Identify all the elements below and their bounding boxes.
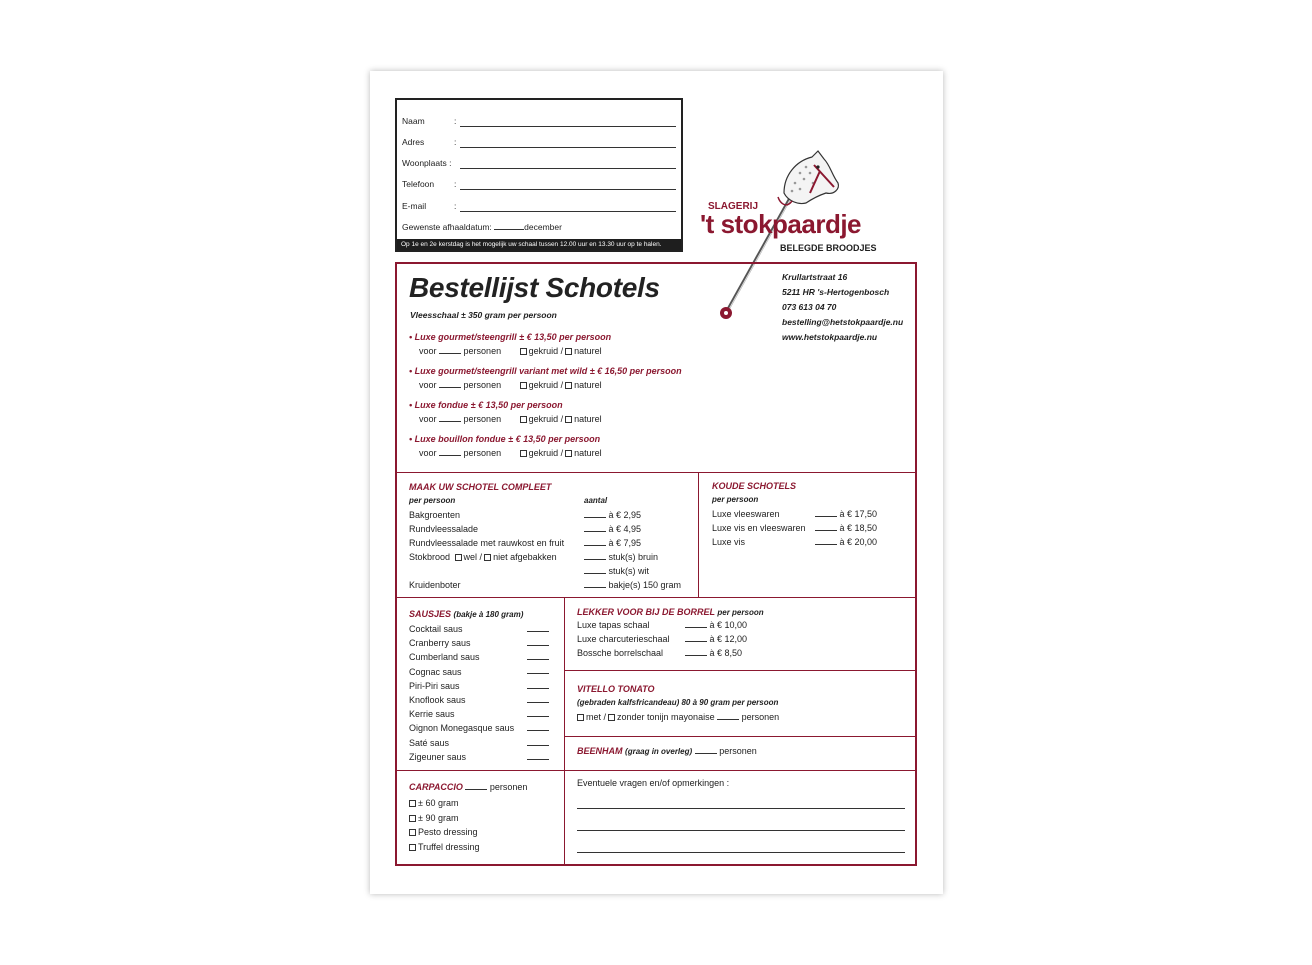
contact-address: Krullartstraat 16 (782, 272, 848, 282)
vitello-title: VITELLO TONATO (577, 684, 655, 694)
maak-col-per-persoon: per persoon (409, 496, 456, 505)
saus-item: Knoflook saus (409, 695, 466, 706)
checkbox[interactable] (455, 554, 462, 561)
borrel-item-name: Luxe tapas schaal (577, 620, 650, 630)
sausjes-title: SAUSJES (bakje à 180 gram) (409, 609, 524, 619)
divider (397, 472, 915, 473)
borrel-item-name: Luxe charcuterieschaal (577, 634, 670, 644)
saus-item: Cumberland saus (409, 652, 480, 663)
koude-title: KOUDE SCHOTELS (712, 481, 797, 491)
koude-sub: per persoon (712, 495, 759, 504)
saus-qty-field[interactable] (527, 659, 549, 660)
checkbox[interactable] (565, 416, 572, 423)
checkbox[interactable] (608, 714, 615, 721)
saus-qty-field[interactable] (527, 631, 549, 632)
remarks-label: Eventuele vragen en/of opmerkingen : (577, 778, 730, 788)
contact-city: 5211 HR 's-Hertogenbosch (782, 287, 890, 297)
city-field[interactable] (402, 158, 682, 170)
checkbox[interactable] (565, 382, 572, 389)
checkbox[interactable] (565, 450, 572, 457)
saus-item: Saté saus (409, 737, 450, 748)
saus-qty-field[interactable] (527, 673, 549, 674)
checkbox[interactable] (577, 714, 584, 721)
koude-item-qty[interactable]: à € 18,50 (815, 523, 877, 533)
name-field[interactable]: Naam : (402, 116, 682, 128)
sausjes-list (409, 622, 514, 764)
email-field[interactable]: E-mail : (402, 201, 682, 213)
name-label: Naam (402, 116, 425, 126)
order-form-sheet (370, 71, 943, 894)
borrel-item-qty[interactable]: à € 10,00 (685, 620, 747, 630)
saus-qty-field[interactable] (527, 730, 549, 731)
divider (698, 472, 699, 597)
pickup-month: december (524, 222, 562, 232)
contact-website[interactable]: www.hetstokpaardje.nu (782, 332, 878, 342)
borrel-title: LEKKER VOOR BIJ DE BORREL per persoon (577, 607, 764, 617)
saus-qty-field[interactable] (527, 745, 549, 746)
borrel-item-qty[interactable]: à € 12,00 (685, 634, 747, 644)
koude-item-name: Luxe vis en vleeswaren (712, 523, 806, 533)
saus-item: Kerrie saus (409, 709, 455, 720)
carpaccio-option[interactable]: Pesto dressing (409, 825, 480, 840)
divider (564, 736, 915, 737)
saus-qty-field[interactable] (527, 702, 549, 703)
schotel-item: • Luxe gourmet/steengrill ± € 13,50 per persoon (409, 332, 612, 342)
divider (397, 770, 915, 771)
order-list (395, 262, 917, 866)
maak-item-name: Rundvleessalade (409, 524, 479, 534)
address-label: Adres (402, 137, 425, 147)
divider (397, 597, 915, 598)
saus-qty-field[interactable] (527, 716, 549, 717)
phone-field[interactable]: Telefoon : (402, 179, 682, 191)
saus-item: Cocktail saus (409, 624, 463, 634)
divider (564, 597, 565, 864)
contact-phone: 073 613 04 70 (782, 302, 837, 312)
koude-item-name: Luxe vleeswaren (712, 509, 780, 519)
logo-name: 't stokpaardje (700, 209, 862, 239)
vitello-order-line[interactable]: met / zonder tonijn mayonaise personen (577, 712, 779, 722)
pickup-date-label: Gewenste afhaaldatum: (402, 222, 492, 232)
pickup-date-field[interactable] (402, 222, 562, 232)
koude-item-name: Luxe vis (712, 537, 746, 547)
saus-item: Zigeuner saus (409, 751, 467, 762)
saus-qty-field[interactable] (527, 645, 549, 646)
customer-details-box (395, 98, 683, 252)
carpaccio-options (409, 796, 480, 854)
maak-item-name: Bakgroenten (409, 510, 461, 520)
remarks-line[interactable] (577, 830, 905, 831)
phone-label: Telefoon (402, 179, 435, 189)
schotel-order-line[interactable]: voor personen gekruid / naturel (419, 346, 602, 356)
saus-item: Oignon Monegasque saus (409, 723, 515, 734)
checkbox[interactable] (565, 348, 572, 355)
koude-item-qty[interactable]: à € 20,00 (815, 537, 877, 547)
maak-item-qty[interactable]: à € 4,95 (584, 524, 641, 534)
schotel-item: • Luxe bouillon fondue ± € 13,50 per persoon (409, 434, 601, 444)
saus-qty-field[interactable] (527, 759, 549, 760)
page-subtitle: Vleesschaal ± 350 gram per persoon (410, 310, 557, 320)
schotel-order-line[interactable]: voor personen gekruid / naturel (419, 414, 602, 424)
checkbox[interactable] (520, 416, 527, 423)
carpaccio-line[interactable]: CARPACCIO personen (409, 782, 528, 792)
schotel-item: • Luxe gourmet/steengrill variant met wild ± € 16,50 per persoon (409, 366, 682, 376)
stokbrood-line[interactable]: Stokbrood wel / niet afgebakken (409, 552, 557, 562)
carpaccio-option[interactable]: Truffel dressing (409, 840, 480, 855)
schotel-item: • Luxe fondue ± € 13,50 per persoon (409, 400, 563, 410)
kruidenboter-label: Kruidenboter (409, 580, 461, 590)
checkbox[interactable] (520, 450, 527, 457)
schotel-order-line[interactable]: voor personen gekruid / naturel (419, 448, 602, 458)
kruidenboter-qty[interactable]: bakje(s) 150 gram (584, 580, 681, 590)
beenham-line[interactable]: BEENHAM (graag in overleg) personen (577, 746, 757, 756)
checkbox[interactable] (484, 554, 491, 561)
schotel-order-line[interactable]: voor personen gekruid / naturel (419, 380, 602, 390)
checkbox[interactable] (520, 382, 527, 389)
contact-block (782, 270, 903, 345)
maak-item-qty[interactable]: à € 7,95 (584, 538, 641, 548)
carpaccio-option[interactable]: ± 90 gram (409, 811, 480, 826)
stokbrood-bruin-qty[interactable]: stuk(s) bruin (584, 552, 658, 562)
checkbox[interactable] (520, 348, 527, 355)
saus-item: Piri-Piri saus (409, 680, 460, 691)
carpaccio-option[interactable]: ± 60 gram (409, 796, 480, 811)
maak-col-aantal: aantal (584, 496, 608, 505)
maak-item-name: Rundvleessalade met rauwkost en fruit (409, 538, 565, 548)
borrel-item-name: Bossche borrelschaal (577, 648, 664, 658)
remarks-line[interactable] (577, 852, 905, 853)
logo-bottom-text: BELEGDE BROODJES (780, 243, 877, 253)
logo-top-text: SLAGERIJ (708, 201, 759, 212)
stokbrood-wit-qty[interactable]: stuk(s) wit (584, 566, 649, 576)
saus-item: Cranberry saus (409, 638, 471, 649)
city-label: Woonplaats : (402, 158, 452, 168)
email-label: E-mail (402, 201, 427, 211)
christmas-notice: Op 1e en 2e kerstdag is het mogelijk uw schaal tussen 12.00 uur en 13.30 uur op te halen. (397, 239, 681, 250)
saus-qty-field[interactable] (527, 688, 549, 689)
remarks-line[interactable] (577, 808, 905, 809)
maak-title: MAAK UW SCHOTEL COMPLEET (409, 482, 552, 492)
vitello-sub: (gebraden kalfsfricandeau) 80 à 90 gram per persoon (577, 698, 779, 707)
address-field[interactable]: Adres : (402, 137, 682, 149)
maak-item-qty[interactable]: à € 2,95 (584, 510, 641, 520)
page-title: Bestellijst Schotels (409, 272, 660, 303)
koude-item-qty[interactable]: à € 17,50 (815, 509, 877, 519)
saus-item: Cognac saus (409, 666, 462, 677)
divider (564, 670, 915, 671)
borrel-item-qty[interactable]: à € 8,50 (685, 648, 742, 658)
contact-email[interactable]: bestelling@hetstokpaardje.nu (782, 317, 904, 327)
